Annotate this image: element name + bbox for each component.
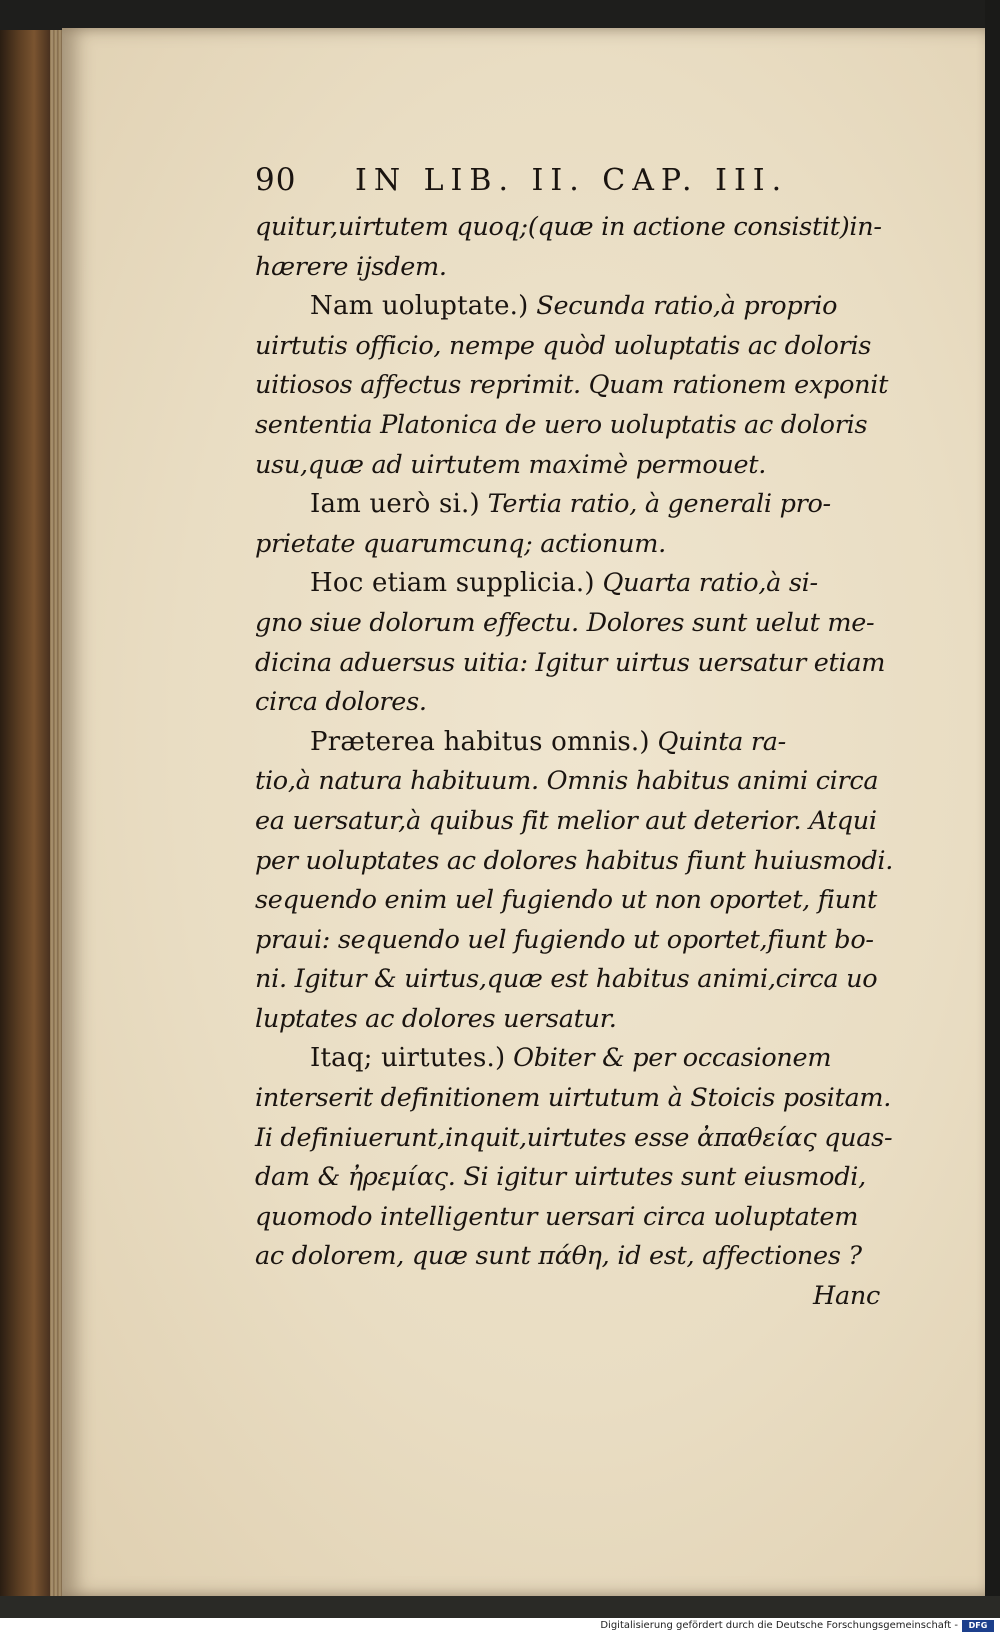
line-text: tio,à natura habituum. Omnis habitus animi circa — [255, 766, 879, 797]
text-line — [255, 446, 935, 486]
text-line — [255, 842, 935, 882]
footer-credit: Digitalisierung gefördert durch die Deutsche Forschungsgemeinschaft - — [600, 1620, 958, 1631]
line-text: uitiosos affectus reprimit. Quam rationem exponit — [255, 370, 889, 401]
line-text: Quinta ra- — [649, 726, 786, 757]
line-text: quomodo intelligentur uersari circa uoluptatem — [255, 1201, 859, 1232]
lemma-line — [255, 485, 935, 525]
line-text: luptates ac dolores uersatur. — [255, 1003, 617, 1034]
running-head: IN LIB. II. CAP. III. — [355, 163, 789, 198]
text-line — [255, 1079, 935, 1119]
line-text: Tertia ratio, à generali pro- — [479, 489, 831, 520]
line-text: gno siue dolorum effectu. Dolores sunt uelut me- — [255, 607, 875, 638]
page-header — [255, 162, 935, 208]
text-line — [255, 1119, 935, 1159]
right-border — [985, 0, 1000, 1600]
text-line — [255, 802, 935, 842]
text-line — [255, 921, 935, 961]
text-line — [255, 525, 935, 565]
text-line — [255, 327, 935, 367]
lemma-line — [255, 1039, 935, 1079]
line-text: Quarta ratio,à si- — [594, 568, 818, 599]
lemma: Hoc etiam supplicia.) — [310, 568, 595, 599]
line-text: ac dolorem, quæ sunt πάθη, id est, affectiones ? — [255, 1241, 862, 1272]
line-text: prietate quarumcunq; actionum. — [255, 528, 666, 559]
text-line — [255, 604, 935, 644]
line-text: quitur,uirtutem quoq;(quæ in actione consistit)in- — [255, 212, 882, 242]
text-line — [255, 683, 935, 723]
line-text: Ii definiuerunt,inquit,uirtutes esse ἀπαθείας quas- — [255, 1122, 893, 1153]
line-text: usu,quæ ad uirtutem maximè permouet. — [255, 449, 767, 480]
catchword: Hanc — [813, 1281, 880, 1312]
text-line — [255, 208, 935, 248]
lemma-line — [255, 564, 935, 604]
line-text: ni. Igitur & uirtus,quæ est habitus animi,circa uo — [255, 964, 878, 995]
lemma: Nam uoluptate.) — [310, 291, 529, 322]
lemma-line — [255, 723, 935, 763]
line-text: hærere ijsdem. — [255, 251, 447, 282]
line-text: interserit definitionem uirtutum à Stoicis positam. — [255, 1083, 892, 1114]
line-text: dam & ἠρεμίας. Si igitur uirtutes sunt eiusmodi, — [255, 1162, 866, 1193]
line-text: ea uersatur,à quibus fit melior aut deterior. Atqui — [255, 805, 877, 836]
text-line — [255, 1000, 935, 1040]
text-line — [255, 881, 935, 921]
text-line — [255, 1158, 935, 1198]
line-text: sententia Platonica de uero uoluptatis ac doloris — [255, 409, 868, 440]
line-text: praui: sequendo uel fugiendo ut oportet,fiunt bo- — [255, 924, 874, 955]
page-number: 90 — [255, 162, 297, 198]
line-text: Obiter & per occasionem — [505, 1043, 832, 1074]
line-text: per uoluptates ac dolores habitus fiunt huiusmodi. — [255, 845, 894, 876]
text-line — [255, 248, 935, 288]
line-text: uirtutis officio, nempe quòd uoluptatis ac doloris — [255, 330, 872, 361]
line-text: Secunda ratio,à proprio — [528, 291, 838, 322]
lemma: Iam uerò si.) — [310, 489, 480, 520]
line-text: dicina aduersus uitia: Igitur uirtus uersatur etiam — [255, 647, 886, 678]
bottom-border — [0, 1596, 1000, 1618]
text-line — [255, 1198, 935, 1238]
dfg-logo: DFG — [962, 1620, 994, 1632]
digitization-footer — [0, 1618, 1000, 1635]
text-line — [255, 366, 935, 406]
text-line — [255, 762, 935, 802]
text-line — [255, 406, 935, 446]
line-text: circa dolores. — [255, 687, 427, 718]
line-text: sequendo enim uel fugiendo ut non oportet, fiunt — [255, 885, 877, 916]
lemma: Præterea habitus omnis.) — [310, 726, 650, 757]
lemma-line — [255, 287, 935, 327]
lemma: Itaq; uirtutes.) — [310, 1043, 506, 1074]
text-lines — [255, 208, 935, 1277]
text-line — [255, 644, 935, 684]
page-text — [255, 162, 935, 1317]
text-line — [255, 960, 935, 1000]
text-line — [255, 1237, 935, 1277]
